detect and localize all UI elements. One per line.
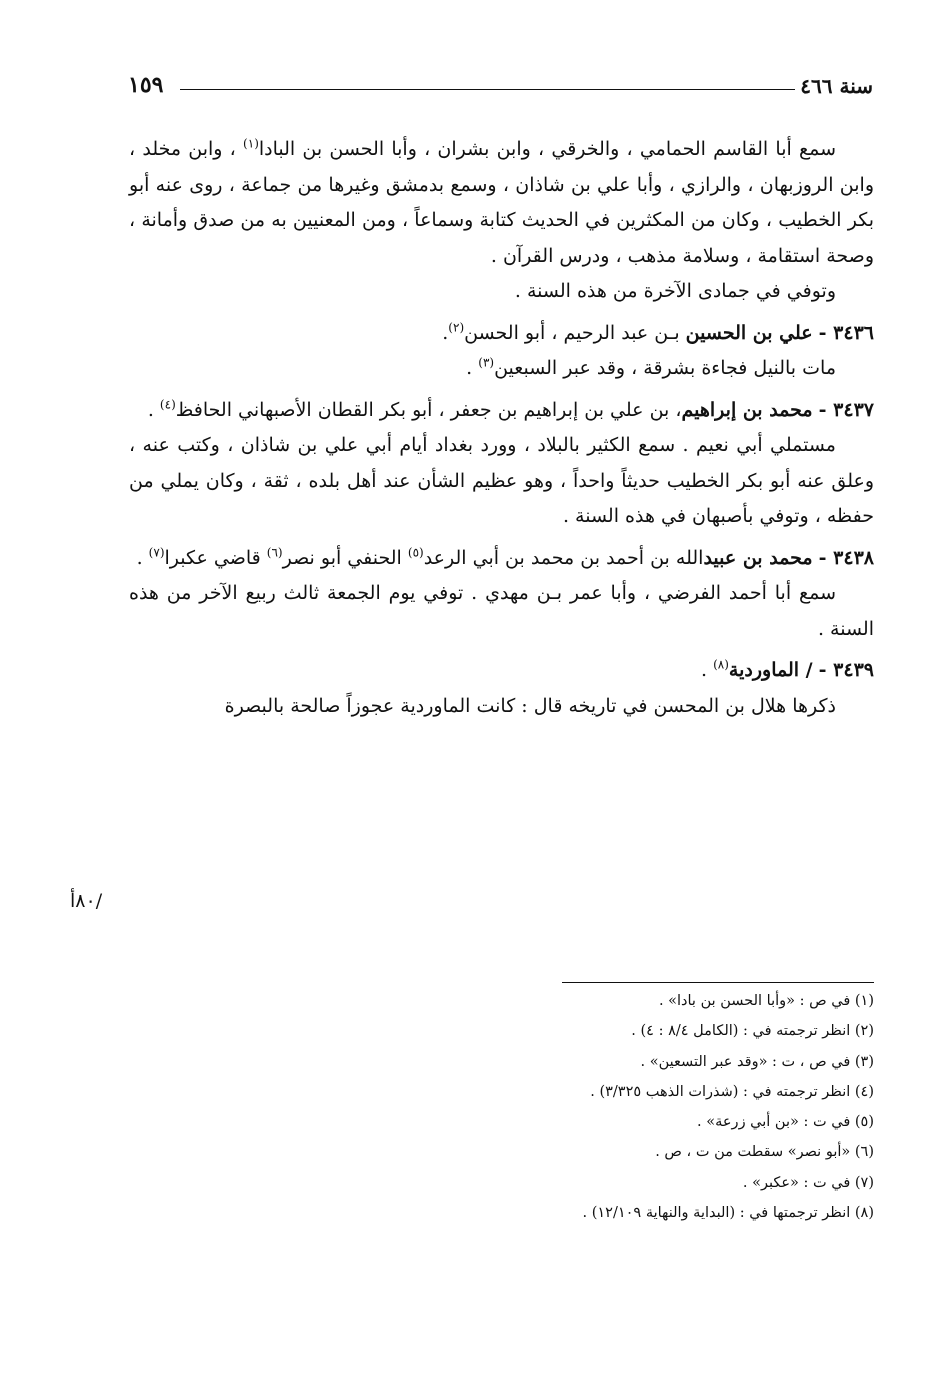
- intro-paragraph: [129, 132, 874, 274]
- entry-body-3437: مستملي أبي نعيم . سمع الكثير بالبلاد ، وورد بغداد أيام أبي علي بن شاذان ، وكتب عنه ، وعلق عنه أبو بكر الخطيب حديثاً واحداً ، وهو عظيم الشأن عند أهل بلده ، ثقة ، وكان يملي من حفظه ، وتوفي بأصبهان في هذه السنة .: [129, 434, 874, 527]
- entry-lineage: ، بن علي بن إبراهيم بن جعفر ، أبو بكر القطان الأصبهاني الحافظ: [175, 398, 682, 421]
- footnote: (٨) انظر ترجمتها في : (البداية والنهاية ١٢/١٠٩) .: [582, 1205, 874, 1222]
- entry-name: علي بن الحسين: [685, 321, 813, 344]
- header-year: سنة ٤٦٦: [800, 74, 873, 98]
- running-header: [128, 74, 873, 106]
- entry-body-3438: سمع أبا أحمد الفرضي ، وأبا عمر بـن مهدي . توفي يوم الجمعة ثالث ربيع الآخر من هذه السنة .: [129, 582, 874, 640]
- footnote: (٥) في ت : «بن أبي زرعة» .: [697, 1114, 874, 1131]
- entry-end: .: [136, 546, 143, 569]
- footnote-ref-8: (٨): [713, 657, 729, 672]
- footnote-ref-7: (٧): [148, 545, 165, 560]
- entry-body-3439: ذكرها هلال بن المحسن في تاريخه قال : كانت الماوردية عجوزاً صالحة بالبصرة: [224, 694, 836, 717]
- entry-lineage-c: قاضي عكبرا: [164, 546, 261, 569]
- header-rule: [180, 89, 795, 90]
- entry-name: / الماوردية: [728, 659, 813, 681]
- entry-heading-3439: [129, 653, 874, 689]
- entry-end: .: [442, 321, 449, 344]
- footnote-ref-6: (٦): [266, 545, 283, 560]
- entry-number: ٣٤٣٦ -: [818, 321, 874, 344]
- footnote: (٤) انظر ترجمته في : (شذرات الذهب ٣/٣٢٥) .: [590, 1083, 874, 1100]
- page-number: ١٥٩: [128, 72, 164, 98]
- footnote-ref-1: (١): [243, 136, 259, 151]
- footnote-ref-4: (٤): [159, 397, 176, 412]
- entry-lineage: بـن عبد الرحيم ، أبو الحسن: [464, 321, 680, 344]
- entry-heading-3436: [129, 316, 874, 352]
- intro-death-paragraph: وتوفي في جمادى الآخرة من هذه السنة .: [514, 280, 836, 302]
- entry-name: محمد بن عبيد: [703, 546, 813, 569]
- footnote-separator: [562, 982, 874, 983]
- entry-body-text: مات بالنيل فجاءة بشرقة ، وقد عبر السبعين: [494, 357, 836, 379]
- footnote-ref-5: (٥): [407, 545, 424, 560]
- entry-body-3436: [129, 351, 874, 387]
- entry-name: محمد بن إبراهيم: [681, 398, 813, 421]
- entry-number: ٣٤٣٨ -: [818, 546, 874, 569]
- intro-text-a: سمع أبا القاسم الحمامي ، والخرقي ، وابن بشران ، وأبا الحسن بن البادا: [258, 138, 836, 160]
- footnote-ref-3: (٣): [478, 355, 495, 370]
- entry-heading-3437: [129, 393, 874, 429]
- main-text: [129, 132, 874, 724]
- footnote-ref-2: (٢): [448, 320, 465, 335]
- entry-end: .: [701, 659, 708, 681]
- footnote: (٧) في ت : «عكبر» .: [742, 1174, 874, 1191]
- footnote: (٦) «أبو نصر» سقطت من ت ، ص .: [655, 1144, 874, 1161]
- entry-lineage: الله بن أحمد بن محمد بن أبي الرعد: [423, 546, 704, 569]
- footnote: (١) في ص : «وأبا الحسن بن بادا» .: [658, 993, 874, 1009]
- intro-text-b: ، وابن مخلد ، وابن الروزبهان ، والرازي ، وأبا علي بن شاذان ، وسمع بدمشق وغيرها من جماعة ، روى عنه أبو بكر الخطيب ، وكان من المكثرين في الحديث كتابة وسماعاً ، ومن المعنيين به من صدق وأمانة ، وصحة استقامة ، وسلامة مذهب ، ودرس القرآن .: [129, 138, 874, 267]
- footnotes: [129, 986, 874, 1228]
- entry-number: ٣٤٣٧ -: [818, 398, 874, 421]
- entry-number: ٣٤٣٩ -: [818, 659, 874, 681]
- footnote: (٣) في ص ، ت : «وقد عبر التسعين» .: [640, 1053, 874, 1070]
- footnote: (٢) انظر ترجمته في : (الكامل ٨/٤ : ٤) .: [631, 1023, 874, 1040]
- manuscript-folio-note: /٨٠أ: [70, 890, 103, 912]
- entry-body-end: .: [466, 357, 473, 379]
- entry-lineage-b: الحنفي أبو نصر: [282, 546, 402, 569]
- entry-end: .: [147, 398, 154, 421]
- entry-heading-3438: [129, 541, 874, 577]
